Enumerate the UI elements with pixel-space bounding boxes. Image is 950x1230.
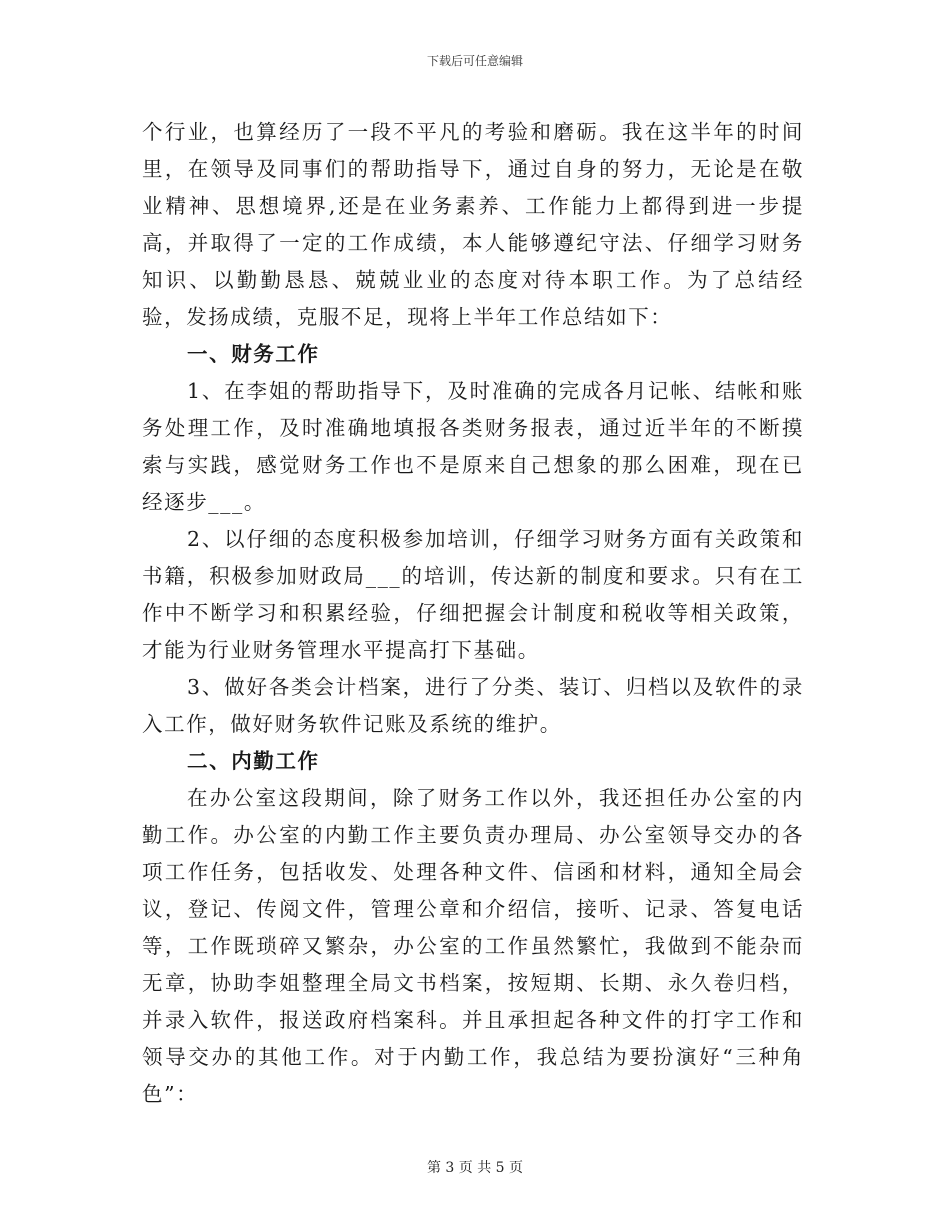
section-heading-office: 二、内勤工作 [187,749,320,773]
page-header: 下载后可任意编辑 [426,54,523,68]
document-body [142,114,804,1113]
intro-paragraph: 个行业，也算经历了一段不平凡的考验和磨砺。我在这半年的时间里，在领导及同事们的帮助指导下，通过自身的努力，无论是在敬业精神、思想境界,还是在业务素养、工作能力上都得到进一步提高，并取得了一定的工作成绩，本人能够遵纪守法、仔细学习财务知识、以勤勤恳恳、兢兢业业的态度对待本职工作。为了总结经验，发扬成绩，克服不足，现将上半年工作总结如下： [142,120,804,329]
finance-item-1: 1、在李姐的帮助指导下，及时准确的完成各月记帐、结帐和账务处理工作，及时准确地填报各类财务报表，通过近半年的不断摸索与实践，感觉财务工作也不是原来自己想象的那么困难，现在已经逐步___。 [142,379,804,514]
office-paragraph: 在办公室这段期间，除了财务工作以外，我还担任办公室的内勤工作。办公室的内勤工作主要负责办理局、办公室领导交办的各项工作任务，包括收发、处理各种文件、信函和材料，通知全局会议，登记、传阅文件，管理公章和介绍信，接听、记录、答复电话等，工作既琐碎又繁杂，办公室的工作虽然繁忙，我做到不能杂而无章，协助李姐整理全局文书档案，按短期、长期、永久卷归档，并录入软件，报送政府档案科。并且承担起各种文件的打字工作和领导交办的其他工作。对于内勤工作，我总结为要扮演好“三种角色”： [142,786,804,1106]
finance-item-3: 3、做好各类会计档案，进行了分类、装订、归档以及软件的录入工作，做好财务软件记账及系统的维护。 [142,675,804,736]
finance-item-2: 2、以仔细的态度积极参加培训，仔细学习财务方面有关政策和书籍，积极参加财政局___的培训，传达新的制度和要求。只有在工作中不断学习和积累经验，仔细把握会计制度和税收等相关政策，才能为行业财务管理水平提高打下基础。 [142,527,804,662]
section-heading-finance: 一、财务工作 [187,342,320,366]
page-number: 第 3 页 共 5 页 [426,1160,524,1176]
